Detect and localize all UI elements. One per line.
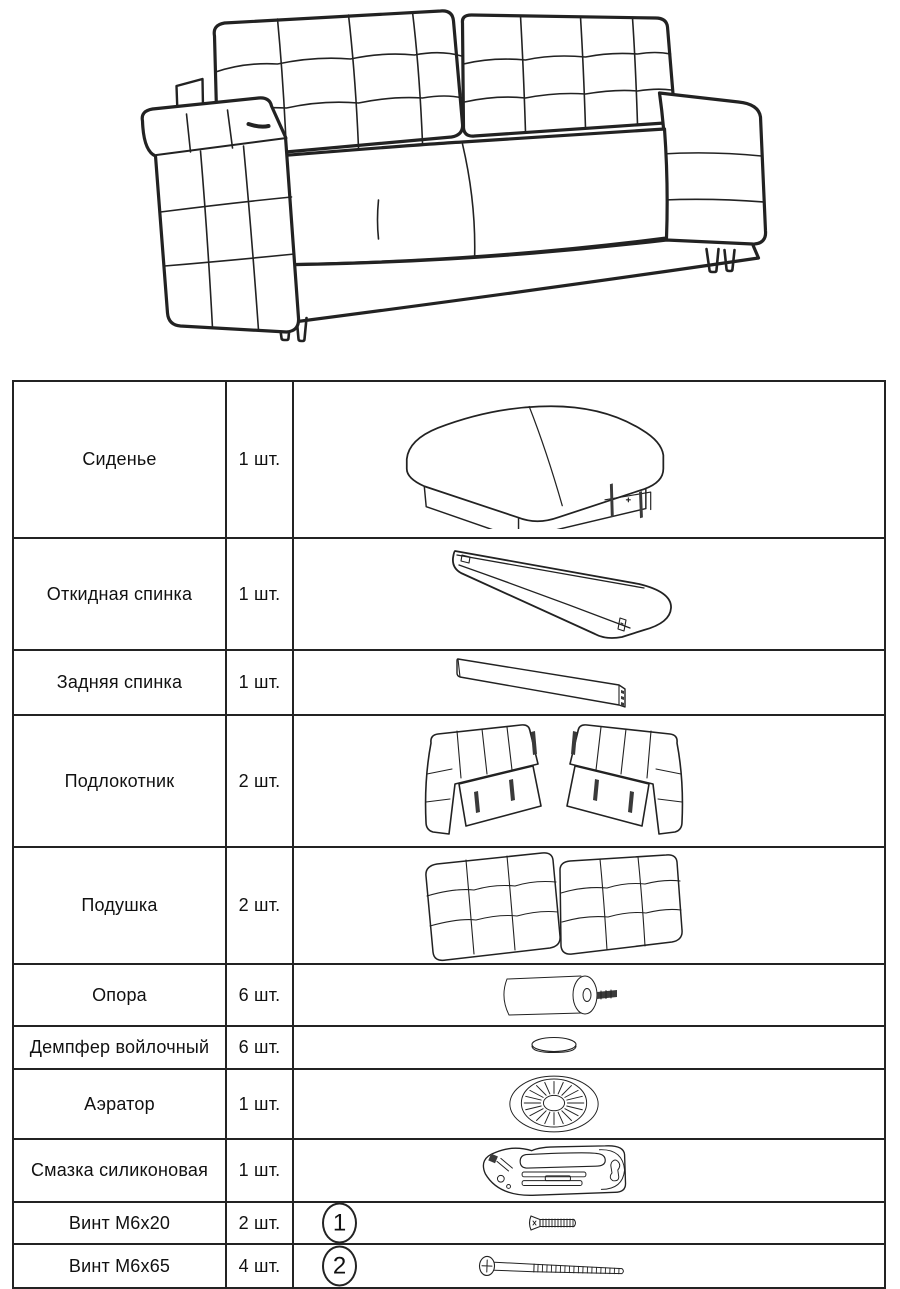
part-name: Винт М6х20: [14, 1203, 227, 1243]
table-row-folding-backrest: [14, 539, 884, 651]
sofa-hero: [108, 4, 773, 354]
screw-m6x20-illustration: [526, 1212, 582, 1234]
part-name: Сиденье: [14, 382, 227, 537]
marker-circle-1: [322, 1203, 357, 1244]
leg-illustration: [489, 969, 619, 1021]
part-qty: 1 шт.: [227, 382, 294, 537]
table-row-rear-panel: [14, 651, 884, 716]
part-qty: 4 шт.: [227, 1245, 294, 1287]
felt-damper-illustration: [529, 1036, 579, 1059]
table-row-screw-m6x65: [14, 1245, 884, 1287]
sofa-illustration: [108, 4, 773, 354]
table-row-felt-damper: [14, 1027, 884, 1070]
part-illustration-cell: [294, 1070, 884, 1138]
seat-illustration: [383, 391, 691, 529]
part-illustration-cell: [294, 539, 884, 649]
part-qty: 6 шт.: [227, 965, 294, 1025]
part-name: Задняя спинка: [14, 651, 227, 714]
table-row-silicone-grease: [14, 1140, 884, 1203]
part-illustration-cell: [294, 1245, 884, 1287]
part-illustration-cell: [294, 1203, 884, 1243]
silicone-grease-illustration: [469, 1142, 639, 1200]
table-row-aerator: [14, 1070, 884, 1140]
part-qty: 2 шт.: [227, 716, 294, 846]
marker-number: 2: [333, 1252, 346, 1280]
folding-backrest-illustration: [424, 541, 684, 647]
part-illustration-cell: [294, 651, 884, 714]
aerator-illustration: [506, 1073, 602, 1135]
part-illustration-cell: [294, 716, 884, 846]
part-qty: 1 шт.: [227, 539, 294, 649]
part-illustration-cell: [294, 1140, 884, 1201]
part-qty: 6 шт.: [227, 1027, 294, 1068]
part-name: Подушка: [14, 848, 227, 963]
part-name: Аэратор: [14, 1070, 227, 1138]
marker-circle-2: [322, 1246, 357, 1287]
table-row-armrest: [14, 716, 884, 848]
cushion-pair-illustration: [414, 850, 694, 962]
part-qty: 1 шт.: [227, 1070, 294, 1138]
parts-table: [12, 380, 886, 1289]
marker-number: 1: [333, 1209, 346, 1237]
part-name: Смазка силиконовая: [14, 1140, 227, 1201]
part-qty: 1 шт.: [227, 1140, 294, 1201]
part-illustration-cell: [294, 848, 884, 963]
part-name: Винт М6х65: [14, 1245, 227, 1287]
table-row-cushion: [14, 848, 884, 965]
table-row-leg: [14, 965, 884, 1027]
part-qty: 1 шт.: [227, 651, 294, 714]
part-qty: 2 шт.: [227, 848, 294, 963]
part-illustration-cell: [294, 1027, 884, 1068]
part-name: Откидная спинка: [14, 539, 227, 649]
screw-m6x65-illustration: [478, 1254, 630, 1278]
table-row-seat: [14, 382, 884, 539]
part-illustration-cell: [294, 382, 884, 537]
armrest-pair-illustration: [419, 722, 689, 840]
part-name: Подлокотник: [14, 716, 227, 846]
part-illustration-cell: [294, 965, 884, 1025]
part-name: Опора: [14, 965, 227, 1025]
part-name: Демпфер войлочный: [14, 1027, 227, 1068]
table-row-screw-m6x20: [14, 1203, 884, 1245]
part-qty: 2 шт.: [227, 1203, 294, 1243]
rear-panel-illustration: [434, 654, 674, 712]
